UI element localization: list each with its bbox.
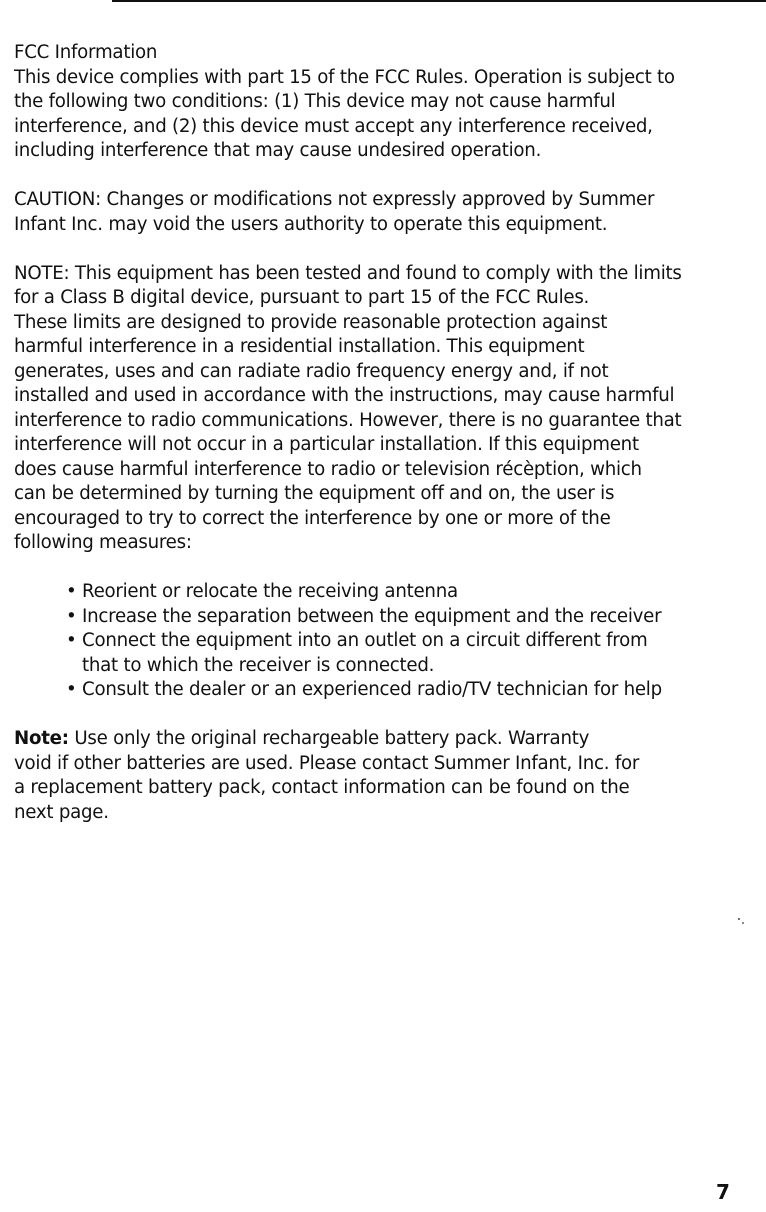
battery-note-line <box>14 727 754 752</box>
list-item <box>66 629 754 678</box>
bullet-icon: • <box>66 581 77 602</box>
note-line: These limits are designed to provide reasonable protection against <box>14 311 608 333</box>
list-item-text: Consult the dealer or an experienced radio/TV technician for help <box>82 679 662 700</box>
list-item-text: Reorient or relocate the receiving antenna <box>82 581 458 602</box>
note-line: following measures: <box>14 532 192 553</box>
top-rule <box>112 0 766 2</box>
bullet-icon: • <box>66 630 77 651</box>
note-line: interference to radio communications. However, there is no guarantee that <box>14 409 682 431</box>
list-item <box>66 605 754 630</box>
fcc-line: interference, and (2) this device must accept any interference received, <box>14 115 653 137</box>
scan-speck <box>738 918 740 920</box>
list-item-text: Increase the separation between the equipment and the receiver <box>82 605 662 627</box>
caution-section <box>14 188 754 237</box>
note-line: does cause harmful interference to radio or television récèption, which <box>14 458 642 480</box>
note-section <box>14 262 754 556</box>
list-item <box>66 580 754 605</box>
scan-speck <box>742 922 744 924</box>
fcc-line: including interference that may cause undesired operation. <box>14 140 542 161</box>
note-line: encouraged to try to correct the interference by one or more of the <box>14 507 611 529</box>
list-item-text: Connect the equipment into an outlet on a circuit different from <box>82 630 648 651</box>
battery-note-section <box>14 727 754 825</box>
note-line: harmful interference in a residential installation. This equipment <box>14 336 585 357</box>
note-line: installed and used in accordance with the instructions, may cause harmful <box>14 385 675 406</box>
fcc-section <box>14 41 754 164</box>
paragraph-gap <box>14 164 754 189</box>
fcc-heading: FCC Information <box>14 42 158 63</box>
document-body <box>14 41 754 825</box>
fcc-line: the following two conditions: (1) This device may not cause harmful <box>14 91 616 112</box>
list-item <box>66 678 754 703</box>
bullet-icon: • <box>66 605 77 627</box>
note-line: NOTE: This equipment has been tested and found to comply with the limits <box>14 262 682 284</box>
note-line: generates, uses and can radiate radio frequency energy and, if not <box>14 360 609 382</box>
note-line: interference will not occur in a particular installation. If this equipment <box>14 434 639 455</box>
paragraph-gap <box>14 237 754 262</box>
paragraph-gap <box>14 556 754 581</box>
bullet-icon: • <box>66 679 77 700</box>
battery-note-text: Use only the original rechargeable battery pack. Warranty <box>68 728 590 749</box>
caution-line: Infant Inc. may void the users authority to operate this equipment. <box>14 213 608 235</box>
note-line: can be determined by turning the equipment off and on, the user is <box>14 483 615 504</box>
paragraph-gap <box>14 703 754 728</box>
note-label: Note: <box>14 728 69 749</box>
battery-note-line: void if other batteries are used. Please contact Summer Infant, Inc. for <box>14 752 640 774</box>
page-number: 7 <box>716 1180 730 1204</box>
list-item-text-continued: that to which the receiver is connected. <box>82 654 435 676</box>
caution-line: CAUTION: Changes or modifications not expressly approved by Summer <box>14 189 655 210</box>
battery-note-line: a replacement battery pack, contact information can be found on the <box>14 777 630 798</box>
fcc-line: This device complies with part 15 of the FCC Rules. Operation is subject to <box>14 66 675 88</box>
measures-list <box>14 580 754 703</box>
battery-note-line: next page. <box>14 801 109 823</box>
note-line: for a Class B digital device, pursuant to part 15 of the FCC Rules. <box>14 287 590 308</box>
